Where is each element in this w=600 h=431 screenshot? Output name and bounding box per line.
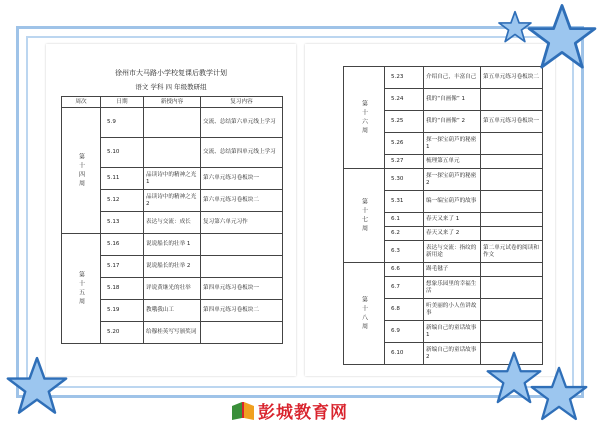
new-content-cell: 评说黄继光的壮举 [144, 278, 201, 300]
table-row [62, 108, 283, 138]
new-content-cell: 说说船长的壮举 2 [144, 256, 201, 278]
header-new: 新授内容 [144, 97, 201, 108]
header-week: 周次 [62, 97, 101, 108]
header-date: 日期 [101, 97, 144, 108]
star-icon [530, 365, 588, 423]
week-label: 第十四周 [62, 108, 101, 234]
date-cell: 5.19 [101, 300, 144, 322]
review-cell [481, 213, 543, 227]
book-icon [230, 398, 256, 422]
new-content-cell: 新编自己的童话故事 1 [424, 321, 481, 343]
new-content-cell: 表达与交流：成长 [144, 212, 201, 234]
date-cell: 5.23 [385, 67, 424, 89]
new-content-cell: 教哦我山工 [144, 300, 201, 322]
date-cell: 5.17 [101, 256, 144, 278]
date-cell: 6.9 [385, 321, 424, 343]
new-content-cell: 新编自己的童话故事 2 [424, 343, 481, 365]
review-cell [481, 155, 543, 169]
review-cell [481, 227, 543, 241]
star-icon [498, 10, 532, 44]
review-cell [201, 256, 283, 278]
date-cell: 5.11 [101, 168, 144, 190]
review-cell: 交流、总结第六单元线上学习 [201, 108, 283, 138]
new-content-cell: 探一探宝葫芦的秘密 2 [424, 169, 481, 191]
date-cell: 5.30 [385, 169, 424, 191]
review-cell [481, 169, 543, 191]
star-icon [527, 2, 597, 72]
week-label: 第十五周 [62, 234, 101, 344]
new-content-cell [144, 108, 201, 138]
watermark-text: 彭城教育网 [258, 403, 348, 423]
right-page [305, 44, 555, 376]
date-cell: 5.20 [101, 322, 144, 344]
new-content-cell: 说说船长的壮举 1 [144, 234, 201, 256]
new-content-cell: 给穆桂英写写颁奖词 [144, 322, 201, 344]
table-row [62, 234, 283, 256]
review-cell: 第五单元练习卷板块一 [481, 111, 543, 133]
review-cell [481, 133, 543, 155]
site-logo [230, 396, 370, 424]
new-content-cell: 表达与交流：指纹的新用途 [424, 241, 481, 263]
new-content-cell: 春天又来了 2 [424, 227, 481, 241]
date-cell: 5.18 [101, 278, 144, 300]
star-icon [6, 355, 68, 417]
date-cell: 5.24 [385, 89, 424, 111]
date-cell: 6.8 [385, 299, 424, 321]
date-cell: 5.13 [101, 212, 144, 234]
left-table-body [62, 108, 283, 344]
left-schedule-table [61, 96, 283, 344]
new-content-cell: 编一编宝葫芦的故事 [424, 191, 481, 213]
table-row [344, 263, 543, 277]
date-cell: 5.25 [385, 111, 424, 133]
date-cell: 6.6 [385, 263, 424, 277]
review-cell [481, 89, 543, 111]
week-label: 第十六周 [344, 67, 385, 169]
review-cell [481, 321, 543, 343]
date-cell: 5.9 [101, 108, 144, 138]
new-content-cell: 踢毛毽子 [424, 263, 481, 277]
new-content-cell: 我的“自画像” 2 [424, 111, 481, 133]
date-cell: 5.12 [101, 190, 144, 212]
new-content-cell: 介绍自己，丰富自己 [424, 67, 481, 89]
review-cell [201, 322, 283, 344]
right-schedule-table [343, 66, 543, 365]
date-cell: 6.2 [385, 227, 424, 241]
date-cell: 5.27 [385, 155, 424, 169]
new-content-cell: 品读诗中的精神之光 1 [144, 168, 201, 190]
review-cell [481, 299, 543, 321]
new-content-cell: 想象乐园里的幸福生活 [424, 277, 481, 299]
plan-title: 徐州市大马路小学校复课后教学计划 [115, 69, 227, 77]
review-cell: 第六单元练习卷板块二 [201, 190, 283, 212]
date-cell: 5.16 [101, 234, 144, 256]
review-cell [201, 234, 283, 256]
new-content-cell: 春天又来了 1 [424, 213, 481, 227]
review-cell: 交流、总结第四单元线上学习 [201, 138, 283, 168]
new-content-cell: 品读诗中的精神之光 2 [144, 190, 201, 212]
right-table-body [344, 67, 543, 365]
review-cell [481, 191, 543, 213]
review-cell: 第四单元练习卷板块一 [201, 278, 283, 300]
date-cell: 6.3 [385, 241, 424, 263]
week-label: 第十八周 [344, 263, 385, 365]
review-cell: 第五单元练习卷板块二 [481, 67, 543, 89]
week-label: 第十七周 [344, 169, 385, 263]
left-page [46, 44, 296, 376]
new-content-cell: 我的“自画像” 1 [424, 89, 481, 111]
date-cell: 6.7 [385, 277, 424, 299]
table-row [344, 169, 543, 191]
review-cell: 复习第六单元习作 [201, 212, 283, 234]
date-cell: 6.1 [385, 213, 424, 227]
review-cell: 第六单元练习卷板块一 [201, 168, 283, 190]
new-content-cell: 探一探宝葫芦的秘密 1 [424, 133, 481, 155]
header-review: 复习内容 [201, 97, 283, 108]
review-cell [481, 277, 543, 299]
new-content-cell: 梳理第五单元 [424, 155, 481, 169]
review-cell: 第四单元练习卷板块二 [201, 300, 283, 322]
new-content-cell [144, 138, 201, 168]
review-cell: 第二单元试卷的阅读和作文 [481, 241, 543, 263]
new-content-cell: 听美丽的小人鱼讲故事 [424, 299, 481, 321]
date-cell: 5.10 [101, 138, 144, 168]
review-cell [481, 263, 543, 277]
date-cell: 6.10 [385, 343, 424, 365]
date-cell: 5.26 [385, 133, 424, 155]
plan-subtitle: 语文 学科 四 年级教研组 [135, 83, 207, 91]
date-cell: 5.31 [385, 191, 424, 213]
table-row [344, 67, 543, 89]
